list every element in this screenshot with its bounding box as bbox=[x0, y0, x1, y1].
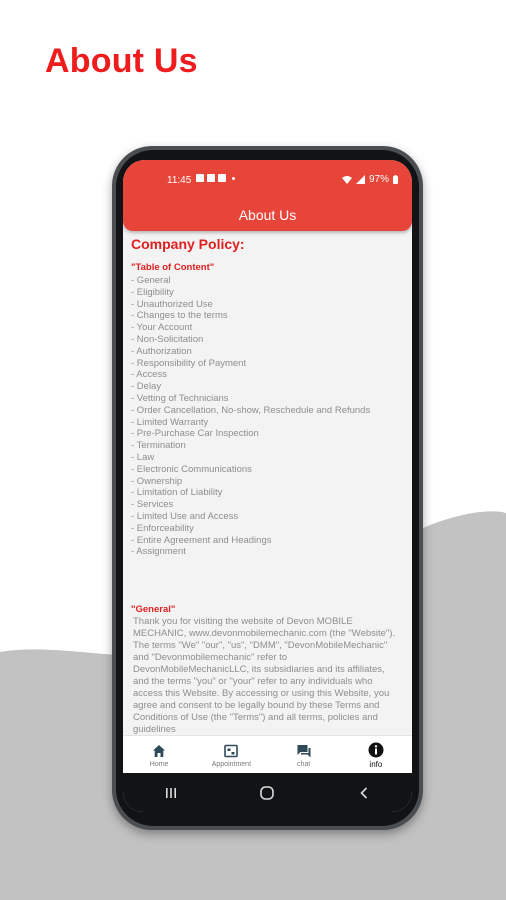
home-circle-icon bbox=[260, 786, 274, 800]
home-icon bbox=[151, 743, 167, 759]
toc-item: - Access bbox=[131, 369, 167, 381]
app-bar bbox=[123, 198, 412, 231]
app-bar-title: About Us bbox=[238, 206, 297, 223]
toc-item: - Delay bbox=[131, 381, 162, 393]
policy-title: Company Policy: bbox=[131, 236, 245, 252]
image-icon bbox=[196, 174, 204, 182]
phone-screen bbox=[123, 160, 412, 812]
general-text: Thank you for visiting the website of Devon MOBILE MECHANIC, www.devonmobilemechanic.com (the "Website"). The terms "We" "our", "us", "DMM", "DevonMobileMechanic" and "Devonmobilemechanic" refer to DevonMobileMechanicLLC, its subsidiaries and its affiliates, and the terms "you" or "your" refer to any individuals who access this Website. By accessing or using this Website, you agree and consent to be legally bound by these Terms and Conditions of Use (the "Terms") and all terms, policies and guidelines bbox=[133, 616, 396, 736]
toc-item: - Electronic Communications bbox=[131, 463, 252, 475]
toc-item: - Entire Agreement and Headings bbox=[131, 534, 272, 546]
toc-item: - Limited Warranty bbox=[131, 416, 209, 428]
toc-heading: "Table of Content" bbox=[131, 262, 215, 273]
toc-item: - Order Cancellation, No-show, Reschedule and Refunds bbox=[131, 404, 371, 416]
battery-level: 97% bbox=[368, 174, 389, 185]
appointment-icon bbox=[223, 743, 239, 759]
youtube-icon bbox=[207, 174, 215, 182]
toc-item: - Limitation of Liability bbox=[131, 487, 223, 499]
recents-button[interactable] bbox=[151, 778, 191, 808]
toc-item: - Services bbox=[131, 499, 174, 511]
info-icon bbox=[368, 742, 384, 758]
nav-home[interactable] bbox=[123, 736, 195, 773]
bottom-nav bbox=[123, 735, 412, 773]
nav-chat[interactable] bbox=[268, 736, 340, 773]
page-heading: About Us bbox=[45, 42, 198, 80]
dot-icon bbox=[232, 177, 235, 180]
toc-item: - Changes to the terms bbox=[131, 310, 228, 322]
toc-item: - Ownership bbox=[131, 475, 183, 487]
chat-icon bbox=[296, 743, 312, 759]
home-button[interactable] bbox=[247, 778, 287, 808]
toc-item: - Termination bbox=[131, 440, 186, 452]
toc-item: - Limited Use and Access bbox=[131, 510, 239, 522]
back-button[interactable] bbox=[344, 778, 384, 808]
toc-item: - Responsibility of Payment bbox=[131, 357, 247, 369]
status-time: 11:45 bbox=[167, 175, 192, 186]
back-icon bbox=[360, 787, 368, 799]
nav-appointment[interactable] bbox=[195, 736, 267, 773]
toc-item: - Pre-Purchase Car Inspection bbox=[131, 428, 259, 440]
battery-icon bbox=[393, 175, 398, 184]
toc-item: - General bbox=[131, 275, 171, 286]
nav-appointment-label: Appointment bbox=[211, 761, 252, 768]
calendar-icon bbox=[218, 174, 226, 182]
wifi-icon bbox=[342, 175, 352, 184]
nav-home-label: Home bbox=[149, 761, 169, 768]
toc-item: - Eligibility bbox=[131, 286, 174, 298]
toc-item: - Vetting of Technicians bbox=[131, 392, 229, 404]
toc-item: - Assignment bbox=[131, 546, 186, 558]
general-heading: "General" bbox=[131, 604, 176, 616]
status-right bbox=[342, 174, 398, 185]
nav-chat-label: chat bbox=[297, 761, 311, 768]
toc-item: - Non-Solicitation bbox=[131, 333, 204, 345]
toc-item: - Law bbox=[131, 451, 155, 463]
toc-item: - Enforceability bbox=[131, 522, 194, 534]
nav-info[interactable] bbox=[340, 736, 412, 773]
toc-list bbox=[131, 275, 409, 558]
toc-item: - Authorization bbox=[131, 345, 192, 357]
notification-icons bbox=[196, 174, 235, 182]
system-nav-bar bbox=[123, 773, 412, 812]
signal-icon bbox=[356, 175, 365, 184]
policy-content[interactable] bbox=[131, 236, 409, 736]
toc-item: - Your Account bbox=[131, 322, 193, 334]
toc-item: - Unauthorized Use bbox=[131, 298, 213, 310]
recents-icon bbox=[165, 788, 177, 798]
status-bar bbox=[123, 160, 412, 198]
nav-info-label: info bbox=[369, 760, 383, 769]
